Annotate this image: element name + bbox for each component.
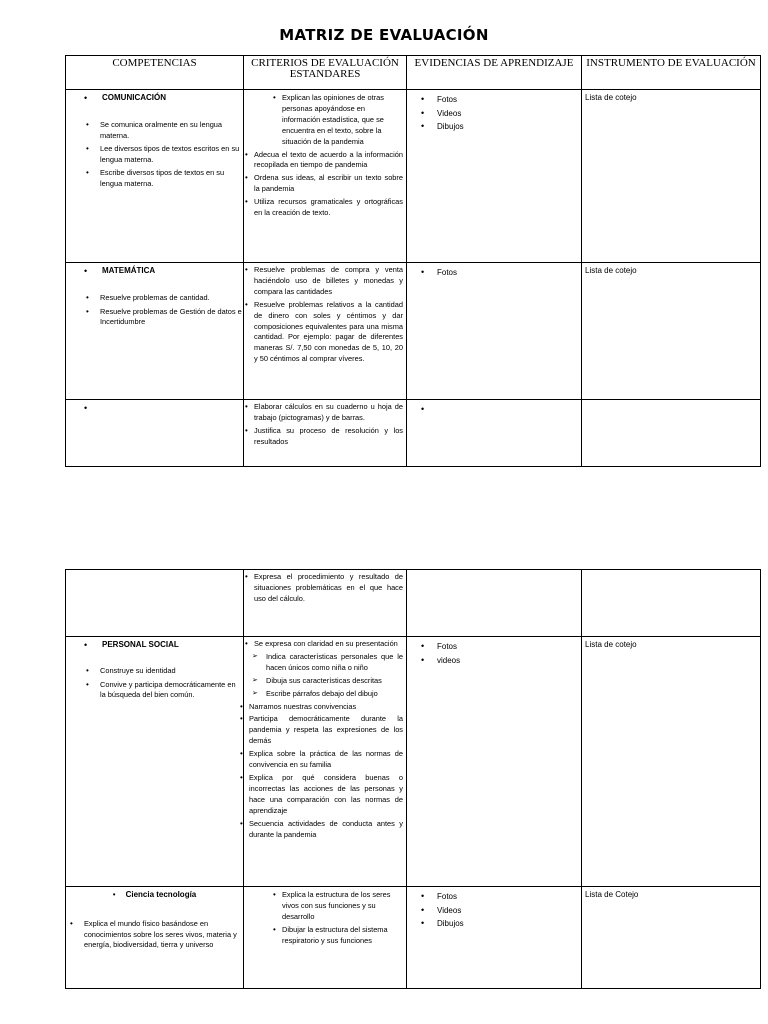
list-item: • Expresa el procedimiento y resultado de situaciones problemáticas en el que hace uso del cálculo. [254, 572, 403, 605]
row-ciencia [66, 887, 761, 989]
area-title: • COMUNICACIÓN [84, 93, 243, 102]
instrumento-text: Lista de cotejo [585, 640, 637, 649]
list-item: • Construye su identidad [100, 666, 243, 677]
list-item: • Justifica su proceso de resolución y los resultados [254, 426, 403, 448]
header-instrumento: INSTRUMENTO DE EVALUACIÓN [582, 56, 761, 90]
list-item: • Dibujos [437, 120, 581, 134]
area-title-text: Ciencia tecnología [125, 890, 197, 899]
evaluation-table-1 [65, 55, 761, 467]
page-title: MATRIZ DE EVALUACIÓN [279, 26, 489, 44]
criterios-list [244, 702, 406, 841]
evidencias-cell [407, 570, 582, 637]
row-continuacion [66, 570, 761, 637]
competencias-list [66, 919, 243, 951]
instrumento-text: Lista de cotejo [585, 93, 637, 102]
list-item: • Explican las opiniones de otras personas apoyándose en información estadística, que se encuentra en el texto, sobre la situación de la pandemia [282, 93, 398, 148]
instrumento-cell [582, 637, 761, 887]
competencias-list [66, 120, 243, 190]
empty-bullet [84, 403, 243, 412]
evidencias-cell [407, 887, 582, 989]
instrumento-cell [582, 400, 761, 467]
instrumento-text: Lista de Cotejo [585, 890, 639, 899]
criterios-cell [244, 637, 407, 887]
instrumento-cell [582, 90, 761, 263]
criterios-cell [244, 570, 407, 637]
criterios-cell [244, 263, 407, 400]
list-item: ➢ Escribe párrafos debajo del dibujo [266, 689, 403, 700]
row-matematica [66, 263, 761, 400]
instrumento-text: Lista de cotejo [585, 266, 637, 275]
criterios-arrow-list [244, 652, 406, 700]
competencias-list [66, 293, 243, 328]
competencias-cell [66, 400, 244, 467]
list-item: • Videos [437, 107, 581, 121]
header-criterios: CRITERIOS DE EVALUACIÓN ESTANDARES [244, 56, 407, 90]
criterios-cell [244, 887, 407, 989]
list-item: • Fotos [437, 890, 581, 904]
criterios-list [244, 265, 406, 365]
evidencias-cell [407, 400, 582, 467]
criterios-cell [244, 400, 407, 467]
list-item: • Resuelve problemas de cantidad. [100, 293, 243, 304]
criterios-list [244, 402, 406, 448]
list-item: • Se expresa con claridad en su presentación [254, 639, 403, 650]
instrumento-cell [582, 263, 761, 400]
list-item: • Elaborar cálculos en su cuaderno u hoja de trabajo (pictogramas) y de barras. [254, 402, 403, 424]
list-item: • Utiliza recursos gramaticales y ortográficas en la creación de texto. [254, 197, 403, 219]
evidencias-list [407, 93, 581, 134]
list-item: • Convive y participa democráticamente en la búsqueda del bien común. [100, 680, 243, 701]
criterios-intro-list [244, 639, 406, 650]
list-item: • Participa democráticamente durante la pandemia y respeta las expresiones de los demás [249, 714, 403, 747]
list-item: • Explica la estructura de los seres vivos con sus funciones y su desarrollo [282, 890, 398, 923]
list-item: • Narramos nuestras convivencias [249, 702, 403, 713]
competencias-list [66, 666, 243, 701]
list-item: • Explica por qué considera buenas o incorrectas las acciones de las personas y hace una comparación con las normas de aprendizaje [249, 773, 403, 817]
bullet: • [112, 890, 116, 899]
list-item: • Explica el mundo físico basándose en conocimientos sobre los seres vivos, materia y energía, biodiversidad, tierra y universo [84, 919, 239, 951]
list-item: • Dibujos [437, 917, 581, 931]
competencias-cell [66, 570, 244, 637]
list-item: ➢ Indica características personales que le hacen únicos como niña o niño [266, 652, 403, 674]
evidencias-list [407, 890, 581, 931]
criterios-cell [244, 90, 407, 263]
competencias-cell [66, 637, 244, 887]
criterios-list [244, 150, 406, 219]
list-item: • Videos [437, 904, 581, 918]
evidencias-list [407, 640, 581, 667]
list-item: • Ordena sus ideas, al escribir un texto sobre la pandemia [254, 173, 403, 195]
evaluation-table-2 [65, 569, 761, 989]
area-title: • MATEMÁTICA [84, 266, 243, 275]
competencias-cell [66, 90, 244, 263]
competencias-cell [66, 263, 244, 400]
header-evidencias: EVIDENCIAS DE APRENDIZAJE [407, 56, 582, 90]
evidencias-cell [407, 263, 582, 400]
list-item: ➢ Dibuja sus características descritas [266, 676, 403, 687]
list-item: • Resuelve problemas de Gestión de datos e Incertidumbre [100, 307, 243, 328]
list-item: • Escribe diversos tipos de textos en su lengua materna. [100, 168, 243, 189]
empty-bullet [437, 403, 581, 417]
evidencias-list [407, 403, 581, 417]
criterios-intro-list [244, 93, 406, 148]
list-item: • Resuelve problemas de compra y venta haciéndolo uso de billetes y monedas y compara las cantidades [254, 265, 403, 298]
instrumento-cell [582, 887, 761, 989]
criterios-list [244, 572, 406, 605]
instrumento-cell [582, 570, 761, 637]
row-comunicacion [66, 90, 761, 263]
list-item: • Fotos [437, 640, 581, 654]
list-item: • Resuelve problemas relativos a la cantidad de dinero con soles y céntimos y dar composiciones equivalentes para una misma cantidad. Por ejemplo: pagar de diferentes maneras S/. 7,50 con monedas de 5, 10, 20 y 50 céntimos al comprar víveres. [254, 300, 403, 365]
criterios-list [244, 890, 406, 947]
area-title: • PERSONAL SOCIAL [84, 640, 243, 649]
row-extra [66, 400, 761, 467]
list-item: • Se comunica oralmente en su lengua materna. [100, 120, 243, 141]
evidencias-list [407, 266, 581, 280]
list-item: • Explica sobre la práctica de las normas de convivencia en su familia [249, 749, 403, 771]
list-item: • Adecua el texto de acuerdo a la información recopilada en tiempo de pandemia [254, 150, 403, 172]
list-item: • Fotos [437, 266, 581, 280]
header-row [66, 56, 761, 90]
list-item: • Lee diversos tipos de textos escritos en su lengua materna. [100, 144, 243, 165]
list-item: • Dibujar la estructura del sistema respiratorio y sus funciones [282, 925, 398, 947]
evidencias-cell [407, 637, 582, 887]
evidencias-cell [407, 90, 582, 263]
row-personal-social [66, 637, 761, 887]
list-item: • Fotos [437, 93, 581, 107]
list-item: • videos [437, 654, 581, 668]
header-competencias: COMPETENCIAS [66, 56, 244, 90]
list-item: • Secuencia actividades de conducta antes y durante la pandemia [249, 819, 403, 841]
area-title [66, 890, 243, 899]
competencias-cell [66, 887, 244, 989]
